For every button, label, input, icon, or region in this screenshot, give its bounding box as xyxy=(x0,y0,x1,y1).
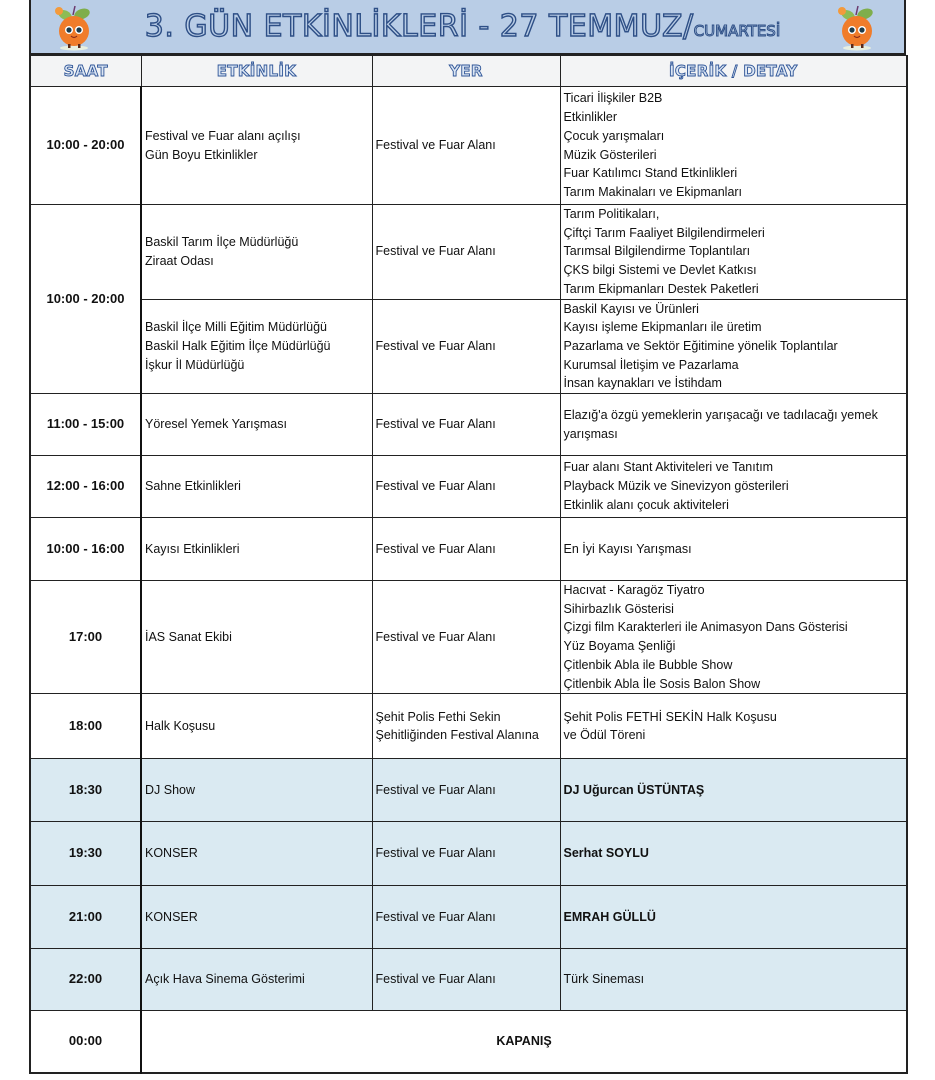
place-line: Şehitliğinden Festival Alanına xyxy=(375,728,539,743)
place-cell xyxy=(372,205,560,300)
details-cell xyxy=(560,87,907,205)
detail-line: Etkinlikler xyxy=(563,110,617,125)
detail-line: Çiftçi Tarım Faaliyet Bilgilendirmeleri xyxy=(563,225,765,240)
table-row xyxy=(30,694,907,759)
schedule-table xyxy=(29,55,908,1074)
place-cell xyxy=(372,694,560,759)
detail-line: Etkinlik alanı çocuk aktiviteleri xyxy=(563,497,729,512)
details-cell xyxy=(560,299,907,394)
table-row xyxy=(30,299,907,394)
activity-cell xyxy=(141,299,372,394)
detail-line: Playback Müzik ve Sinevizyon gösterileri xyxy=(563,479,789,494)
detail-line: Fuar alanı Stant Aktiviteleri ve Tanıtım xyxy=(563,460,774,475)
place-cell xyxy=(372,581,560,694)
place-line: Festival ve Fuar Alanı xyxy=(375,417,496,432)
detail-line: Pazarlama ve Sektör Eğitimine yönelik Toplantılar xyxy=(563,338,838,353)
activity-line: Baskil Tarım İlçe Müdürlüğü xyxy=(145,235,299,250)
table-row xyxy=(30,518,907,581)
schedule-sheet xyxy=(29,0,906,1074)
time-cell: 17:00 xyxy=(30,581,141,694)
activity-cell xyxy=(141,87,372,205)
detail-line: yarışması xyxy=(563,426,618,441)
activity-line: Ziraat Odası xyxy=(145,253,214,268)
detail-line: Müzik Gösterileri xyxy=(563,147,657,162)
place-line: Festival ve Fuar Alanı xyxy=(375,244,496,259)
place-line: Festival ve Fuar Alanı xyxy=(375,479,496,494)
table-row xyxy=(30,394,907,456)
place-cell xyxy=(372,822,560,886)
detail-line: Baskil Kayısı ve Ürünleri xyxy=(563,301,699,316)
activity-line: Festival ve Fuar alanı açılışı xyxy=(145,128,301,143)
detail-line: Elazığ'a özgü yemeklerin yarışacağı ve tadılacağı yemek xyxy=(563,407,878,422)
detail-line: Çitlenbik Abla ile Bubble Show xyxy=(563,657,733,672)
place-line: Festival ve Fuar Alanı xyxy=(375,338,496,353)
table-row xyxy=(30,822,907,886)
apricot-mascot-icon xyxy=(834,3,880,51)
table-row xyxy=(30,949,907,1011)
detail-line: Sihirbazlık Gösterisi xyxy=(563,601,674,616)
table-row xyxy=(30,456,907,518)
detail-line: Tarımsal Bilgilendirme Toplantıları xyxy=(563,244,751,259)
detail-line: Çocuk yarışmaları xyxy=(563,128,665,143)
place-line: Festival ve Fuar Alanı xyxy=(375,138,496,153)
title-day: CUMARTESİ xyxy=(693,22,781,40)
place-cell xyxy=(372,518,560,581)
activity-cell xyxy=(141,886,372,949)
title-band xyxy=(29,0,906,55)
closing-time-cell: 00:00 xyxy=(30,1011,141,1073)
place-line: Şehit Polis Fethi Sekin xyxy=(375,709,501,724)
detail-line: Tarım Makinaları ve Ekipmanları xyxy=(563,184,743,199)
place-cell xyxy=(372,949,560,1011)
place-line: Festival ve Fuar Alanı xyxy=(375,846,496,861)
activity-line: Kayısı Etkinlikleri xyxy=(145,541,240,556)
place-cell xyxy=(372,759,560,822)
detail-line: Kayısı işleme Ekipmanları ile üretim xyxy=(563,320,762,335)
table-row xyxy=(30,759,907,822)
activity-cell xyxy=(141,205,372,300)
column-header-etkinlik: ETKİNLİK xyxy=(141,56,372,87)
schedule-body xyxy=(30,87,907,1073)
time-cell: 18:30 xyxy=(30,759,141,822)
detail-line: Tarım Ekipmanları Destek Paketleri xyxy=(563,281,759,296)
detail-line: İnsan kaynakları ve İstihdam xyxy=(563,376,722,391)
header-row xyxy=(30,56,907,87)
details-cell xyxy=(560,394,907,456)
time-cell: 22:00 xyxy=(30,949,141,1011)
apricot-mascot-icon xyxy=(51,3,97,51)
detail-line: Çitlenbik Abla İle Sosis Balon Show xyxy=(563,676,761,691)
time-cell: 19:30 xyxy=(30,822,141,886)
activity-cell xyxy=(141,518,372,581)
detail-line: ve Ödül Töreni xyxy=(563,728,646,743)
activity-line: İşkur İl Müdürlüğü xyxy=(145,357,245,372)
details-cell xyxy=(560,518,907,581)
activity-cell xyxy=(141,949,372,1011)
activity-line: Yöresel Yemek Yarışması xyxy=(145,417,287,432)
activity-line: DJ Show xyxy=(145,782,196,797)
place-cell xyxy=(372,886,560,949)
place-cell xyxy=(372,456,560,518)
detail-line: Yüz Boyama Şenliği xyxy=(563,639,676,654)
column-header-icerik: İÇERİK / DETAY xyxy=(560,56,907,87)
detail-line: EMRAH GÜLLÜ xyxy=(563,909,656,924)
time-cell: 12:00 - 16:00 xyxy=(30,456,141,518)
table-row xyxy=(30,886,907,949)
details-cell xyxy=(560,949,907,1011)
activity-line: KONSER xyxy=(145,846,198,861)
time-cell: 10:00 - 16:00 xyxy=(30,518,141,581)
details-cell xyxy=(560,456,907,518)
details-cell xyxy=(560,759,907,822)
place-cell xyxy=(372,87,560,205)
activity-line: İAS Sanat Ekibi xyxy=(145,629,232,644)
table-row xyxy=(30,205,907,300)
activity-line: Baskil İlçe Milli Eğitim Müdürlüğü xyxy=(145,320,328,335)
closing-row xyxy=(30,1011,907,1073)
time-cell: 10:00 - 20:00 xyxy=(30,87,141,205)
time-cell: 10:00 - 20:00 xyxy=(30,205,141,394)
activity-line: Halk Koşusu xyxy=(145,718,216,733)
details-cell xyxy=(560,822,907,886)
title-main: 3. GÜN ETKİNLİKLERİ - 27 TEMMUZ/ xyxy=(144,9,694,44)
place-cell xyxy=(372,394,560,456)
details-cell xyxy=(560,886,907,949)
column-header-saat: SAAT xyxy=(30,56,141,87)
place-line: Festival ve Fuar Alanı xyxy=(375,782,496,797)
detail-line: Çizgi film Karakterleri ile Animasyon Dans Gösterisi xyxy=(563,620,848,635)
details-cell xyxy=(560,581,907,694)
detail-line: Tarım Politikaları, xyxy=(563,207,660,221)
activity-line: Açık Hava Sinema Gösterimi xyxy=(145,972,305,987)
place-cell xyxy=(372,299,560,394)
detail-line: Hacıvat - Karagöz Tiyatro xyxy=(563,583,705,598)
detail-line: Serhat SOYLU xyxy=(563,846,649,861)
details-cell xyxy=(560,694,907,759)
detail-line: Türk Sineması xyxy=(563,972,645,987)
closing-label-cell: KAPANIŞ xyxy=(141,1011,907,1073)
place-line: Festival ve Fuar Alanı xyxy=(375,972,496,987)
activity-cell xyxy=(141,456,372,518)
time-cell: 18:00 xyxy=(30,694,141,759)
activity-line: Sahne Etkinlikleri xyxy=(145,479,241,494)
activity-line: KONSER xyxy=(145,909,198,924)
activity-cell xyxy=(141,694,372,759)
details-cell xyxy=(560,205,907,300)
activity-cell xyxy=(141,759,372,822)
column-header-yer: YER xyxy=(372,56,560,87)
place-line: Festival ve Fuar Alanı xyxy=(375,629,496,644)
detail-line: Kurumsal İletişim ve Pazarlama xyxy=(563,357,739,372)
detail-line: Şehit Polis FETHİ SEKİN Halk Koşusu xyxy=(563,709,777,724)
page-title xyxy=(145,9,781,44)
detail-line: En İyi Kayısı Yarışması xyxy=(563,541,692,556)
time-cell: 11:00 - 15:00 xyxy=(30,394,141,456)
detail-line: ÇKS bilgi Sistemi ve Devlet Katkısı xyxy=(563,263,757,278)
activity-cell xyxy=(141,822,372,886)
place-line: Festival ve Fuar Alanı xyxy=(375,909,496,924)
detail-line: Fuar Katılımcı Stand Etkinlikleri xyxy=(563,166,738,181)
table-row xyxy=(30,87,907,205)
activity-line: Gün Boyu Etkinlikler xyxy=(145,147,258,162)
table-row xyxy=(30,581,907,694)
activity-line: Baskil Halk Eğitim İlçe Müdürlüğü xyxy=(145,338,331,353)
activity-cell xyxy=(141,394,372,456)
detail-line: DJ Uğurcan ÜSTÜNTAŞ xyxy=(563,782,705,797)
detail-line: Ticari İlişkiler B2B xyxy=(563,91,663,106)
place-line: Festival ve Fuar Alanı xyxy=(375,541,496,556)
activity-cell xyxy=(141,581,372,694)
time-cell: 21:00 xyxy=(30,886,141,949)
